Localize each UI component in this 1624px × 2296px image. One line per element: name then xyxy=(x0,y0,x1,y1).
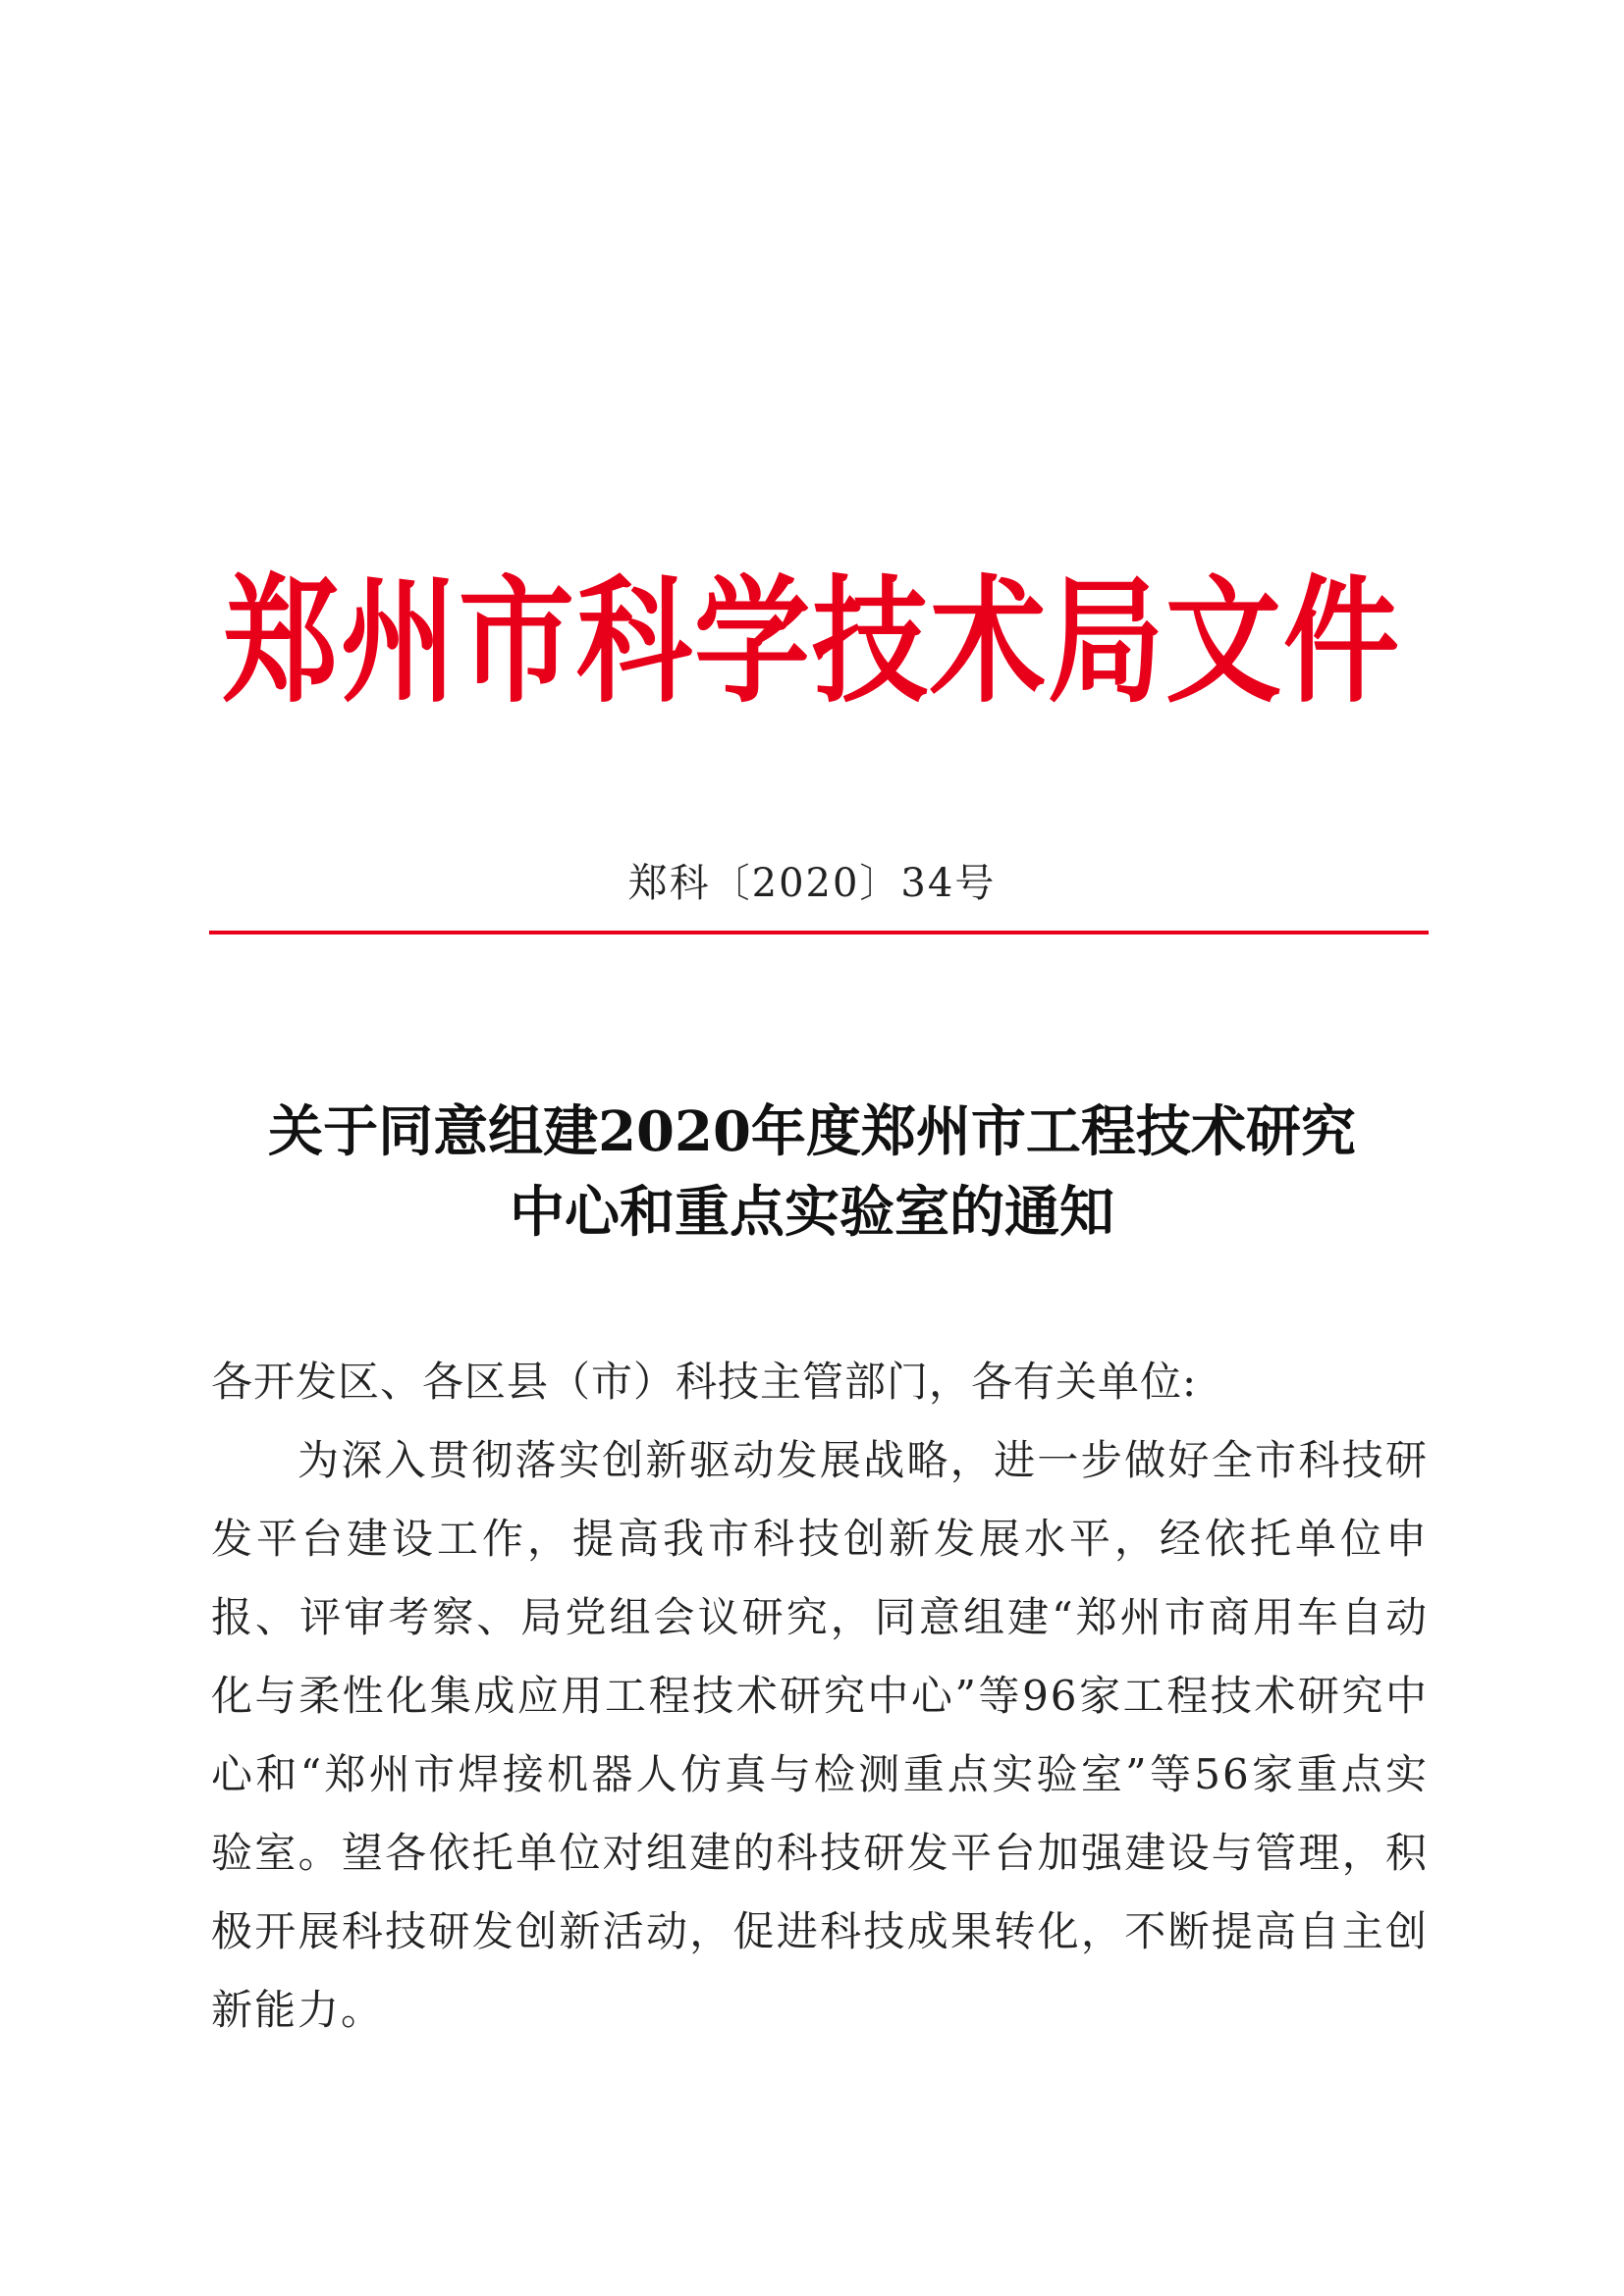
issuer-header-title: 郑州市科学技术局文件 xyxy=(222,560,1401,721)
notice-title-line-2: 中心和重点实验室的通知 xyxy=(510,1180,1114,1245)
red-divider-line xyxy=(209,931,1429,934)
notice-title-line-1: 关于同意组建2020年度郑州市工程技术研究 xyxy=(268,1099,1356,1164)
salutation: 各开发区、各区县（市）科技主管部门，各有关单位: xyxy=(211,1358,1198,1406)
notice-title xyxy=(0,1092,1624,1253)
document-number: 郑科〔2020〕34号 xyxy=(627,861,997,906)
notice-body xyxy=(211,1343,1429,2050)
body-paragraph: 为深入贯彻落实创新驱动发展战略，进一步做好全市科技研发平台建设工作，提高我市科技创新发展水平，经依托单位申报、评审考察、局党组会议研究，同意组建“郑州市商用车自动化与柔性化集成应用工程技术研究中心”等96家工程技术研究中心和“郑州市焊接机器人仿真与检测重点实验室”等56家重点实验室。望各依托单位对组建的科技研发平台加强建设与管理，积极开展科技研发创新活动，促进科技成果转化，不断提高自主创新能力。 xyxy=(211,1436,1429,2034)
